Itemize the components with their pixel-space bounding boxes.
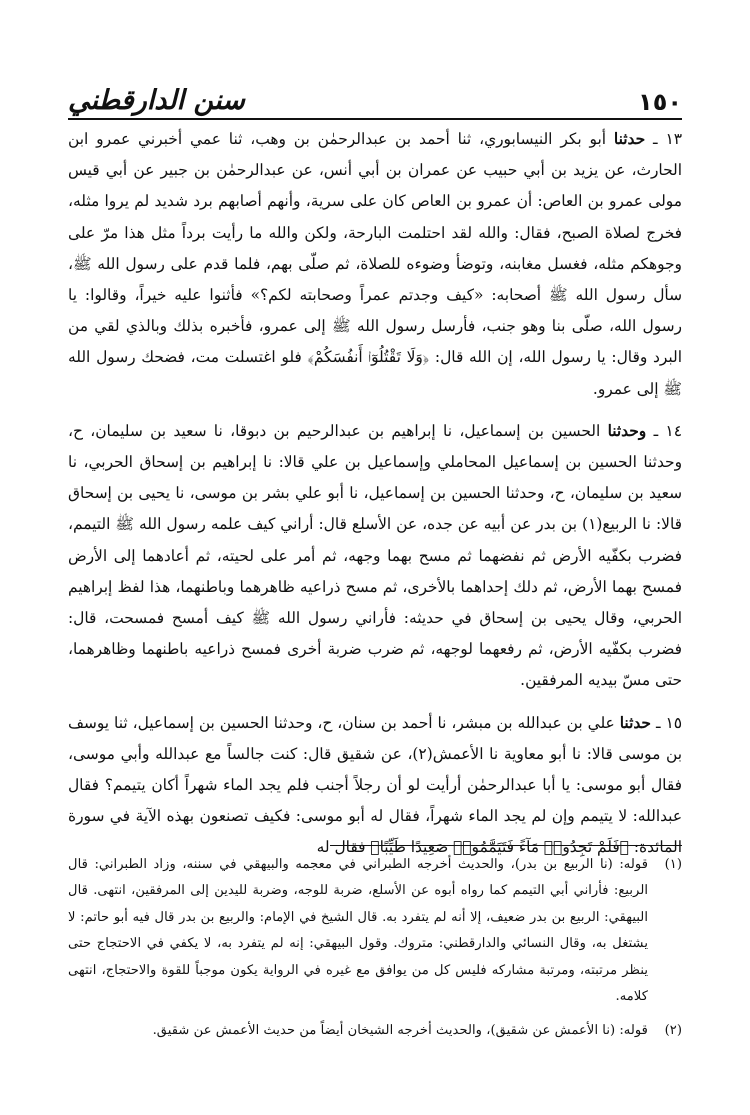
hadith-14 [68, 416, 682, 697]
hadith-lead-word: وحدثنا [607, 421, 647, 440]
page-number: ١٥٠ [638, 88, 682, 116]
hadith-text: أبو بكر النيسابوري، ثنا أحمد بن عبدالرحمٰن بن وهب، ثنا عمي أخبرني عمرو ابن الحارث، عن يزيد بن أبي حبيب عن عمران بن أبي أنس، عن عبدالرحمٰن بن جبير عن أبي قيس مولى عمرو بن العاص: أن عمرو بن العاص كان على سرية، وأنهم أصابهم برد شديد لم يروا مثله، فخرج لصلاة الصبح، فقال: والله لقد احتلمت البارحة، ولكن والله ما رأيت برداً مثل هذا مرّ على وجوهكم مثله، فغسل مغابنه، وتوضأ وضوءه للصلاة، ثم صلّى بهم، فلما قدم على رسول الله ﷺ، سأل رسول الله ﷺ أصحابه: «كيف وجدتم عمراً وصحابته لكم؟» فأثنوا عليه خيراً، وقالوا: يا رسول الله، صلّى بنا وهو جنب، فأرسل رسول الله ﷺ إلى عمرو، فأخبره بذلك وبالذي لقي من البرد وقال: يا رسول الله، إن الله قال: ﴿وَلَا تَقْتُلُوٓا۟ أَنفُسَكُمْ﴾ فلو اغتسلت مت، فضحك رسول الله ﷺ إلى عمرو. [68, 130, 682, 398]
hadith-13 [68, 124, 682, 405]
footnotes [68, 852, 682, 1045]
hadith-15 [68, 708, 682, 864]
footnote-1 [68, 852, 682, 1010]
hadith-text: علي بن عبدالله بن مبشر، نا أحمد بن سنان، ح، وحدثنا الحسين بن إسماعيل، ثنا يوسف بن موسى قالا: نا أبو معاوية نا الأعمش(٢)، عن شقيق قال: كنت جالساً مع عبدالله وأبي موسى، فقال أبو موسى: يا أبا عبدالرحمٰن أرأيت لو أن رجلاً أجنب فلم يجد الماء شهراً أكان يتيمم؟ فقال عبدالله: لا يتيمم وإن لم يجد الماء شهراً، فقال له أبو موسى: فكيف تصنعون بهذه الآية في سورة المائدة: ﴿فَلَمْ تَجِدُوا۟ مَآءً فَتَيَمَّمُوا۟ صَعِيدًا طَيِّبًا﴾ فقال له [68, 713, 683, 857]
footnote-marker: (٢) [664, 1023, 682, 1039]
hadith-text: الحسين بن إسماعيل، نا إبراهيم بن عبدالرحيم بن دبوقا، نا سعيد بن سليمان، ح، وحدثنا الحسين بن إسماعيل المحاملي وإسماعيل بن علي قالا: نا إبراهيم بن إسحاق الحربي، نا سعيد بن سليمان، ح، وحدثنا الحسين بن إسماعيل، نا أبو علي بشر بن موسى، نا يحيى بن إسحاق قالا: نا الربيع(١) بن بدر عن أبيه عن جده، عن الأسلع قال: أراني كيف علمه رسول الله ﷺ التيمم، فضرب بكفّيه الأرض ثم نفضهما ثم مسح بهما وجهه، ثم أمر على لحيته، ثم أعادهما إلى الأرض فمسح بهما الأرض، ثم دلك إحداهما بالأخرى، ثم مسح ذراعيه ظاهرهما وباطنهما، هذا لفظ إبراهيم الحربي، وقال يحيى بن إسحاق في حديثه: فأراني رسول الله ﷺ كيف أمسح فمسحت، قال: فضرب بكفّيه الأرض، ثم رفعهما لوجهه، ثم ضرب ضربة أخرى فمسح ذراعيه باطنهما وظاهرهما، حتى مسّ بيديه المرفقين. [68, 421, 682, 690]
footnote-text: قوله: (نا الأعمش عن شقيق)، والحديث أخرجه الشيخان أيضاً من حديث الأعمش عن شقيق. [152, 1023, 648, 1039]
header-divider [68, 118, 682, 120]
footnote-text: قوله: (نا الربيع بن بدر)، والحديث أخرجه الطبراني في معجمه والبيهقي في سننه، وزاد الطبراني: قال الربيع: فأراني أبي التيمم كما رواه أبوه عن الأسلع، ضربة للوجه، وضربة لليدين إلى المرفقين، انتهى. قال البيهقي: الربيع بن بدر ضعيف، إلا أنه لم يتفرد به. قال الشيخ في الإمام: والربيع بن بدر قال فيه أبو حاتم: لا يشتغل به، وقال النسائي والدارقطني: متروك. وقول البيهقي: إنه لم يتفرد به، لا يكفي في الاحتجاج حتى ينظر مرتبته، ومرتبة مشاركه فليس كل من يوافق مع غيره في الرواية يكون موجباً للقوة والاحتجاج، انتهى كلامه. [68, 857, 648, 1005]
hadith-lead-word: حدثنا [613, 130, 646, 148]
page-header [68, 70, 682, 114]
footnote-2 [68, 1018, 682, 1044]
footnote-marker: (١) [664, 857, 682, 872]
hadith-number: ١٤ ـ [653, 421, 682, 440]
hadith-number: ١٣ ـ [653, 130, 682, 148]
footnote-divider [330, 845, 682, 846]
main-text [68, 124, 682, 864]
hadith-lead-word: حدثنا [619, 713, 651, 732]
book-title: سنن الدارقطني [68, 85, 245, 116]
hadith-number: ١٥ ـ [655, 713, 682, 732]
